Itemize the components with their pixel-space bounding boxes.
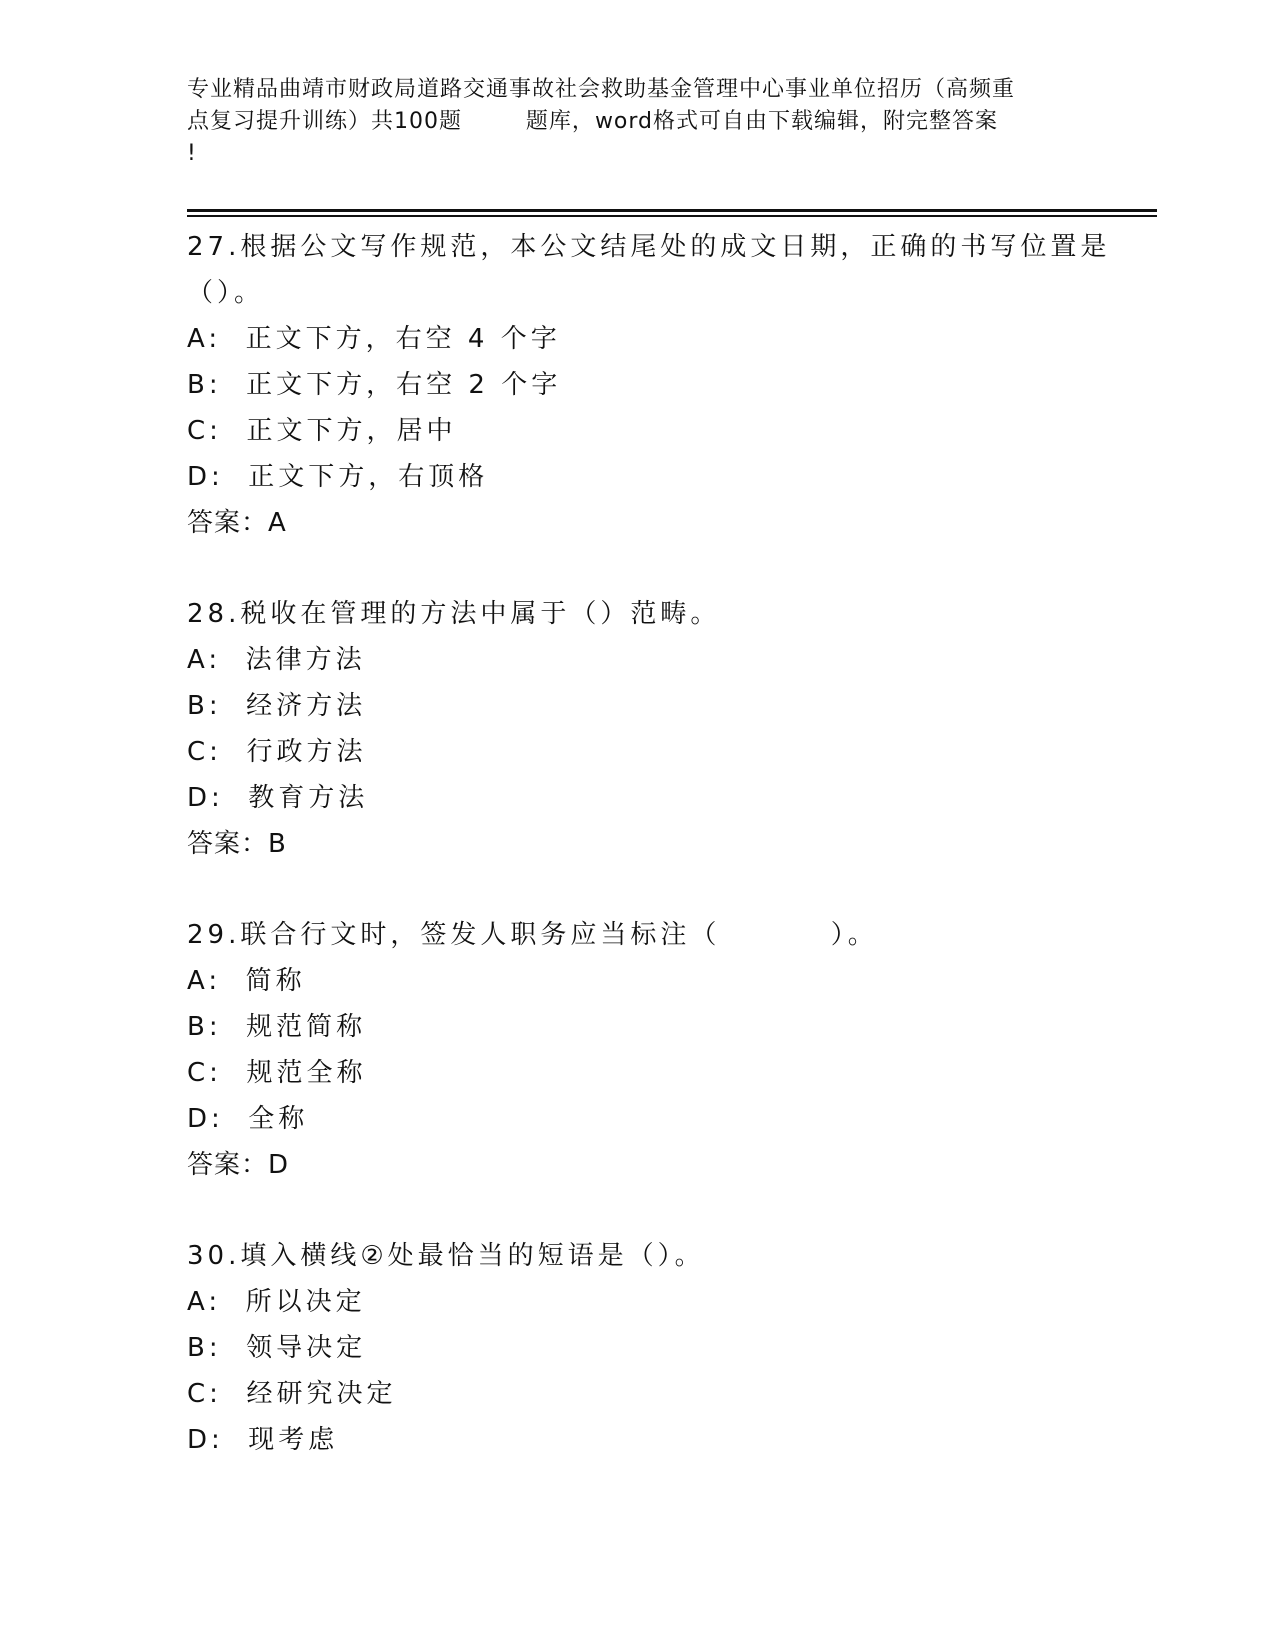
option-b: B: 正文下方，右空 2 个字 xyxy=(187,370,562,400)
header-line: ! xyxy=(187,141,197,166)
option-c: C: 行政方法 xyxy=(187,737,367,767)
question-30 xyxy=(187,1233,1167,1463)
header-line: 点复习提升训练）共100题 题库，word格式可自由下载编辑，附完整答案 xyxy=(187,109,999,134)
question-text: 28.税收在管理的方法中属于（）范畴。 xyxy=(187,599,721,629)
option-b: B: 规范简称 xyxy=(187,1012,367,1042)
option-a: A: 正文下方，右空 4 个字 xyxy=(187,324,561,354)
answer: 答案：B xyxy=(187,829,287,859)
header-line: 专业精品曲靖市财政局道路交通事故社会救助基金管理中心事业单位招历（高频重 xyxy=(187,77,1016,102)
option-a: A: 法律方法 xyxy=(187,645,366,675)
header-divider-thick xyxy=(187,209,1157,212)
option-a: A: 所以决定 xyxy=(187,1287,366,1317)
question-text: 27.根据公文写作规范，本公文结尾处的成文日期，正确的书写位置是 xyxy=(187,232,1111,262)
option-d: D: 正文下方，右顶格 xyxy=(187,462,489,492)
question-text: （）。 xyxy=(187,278,265,308)
answer: 答案：D xyxy=(187,1150,290,1180)
option-b: B: 经济方法 xyxy=(187,691,367,721)
question-29 xyxy=(187,912,1167,1188)
question-list xyxy=(187,224,1167,1508)
option-d: D: 全称 xyxy=(187,1104,309,1134)
option-d: D: 现考虑 xyxy=(187,1425,339,1455)
question-28 xyxy=(187,591,1167,867)
question-text: 30.填入横线②处最恰当的短语是（）。 xyxy=(187,1241,705,1271)
document-header xyxy=(187,74,1087,170)
option-c: C: 规范全称 xyxy=(187,1058,367,1088)
option-c: C: 经研究决定 xyxy=(187,1379,397,1409)
question-text: 29.联合行文时，签发人职务应当标注（ ）。 xyxy=(187,920,878,950)
option-c: C: 正文下方，居中 xyxy=(187,416,457,446)
header-divider-thin xyxy=(187,215,1157,217)
option-d: D: 教育方法 xyxy=(187,783,369,813)
option-a: A: 简称 xyxy=(187,966,306,996)
option-b: B: 领导决定 xyxy=(187,1333,367,1363)
answer: 答案：A xyxy=(187,508,287,538)
question-27 xyxy=(187,224,1167,546)
